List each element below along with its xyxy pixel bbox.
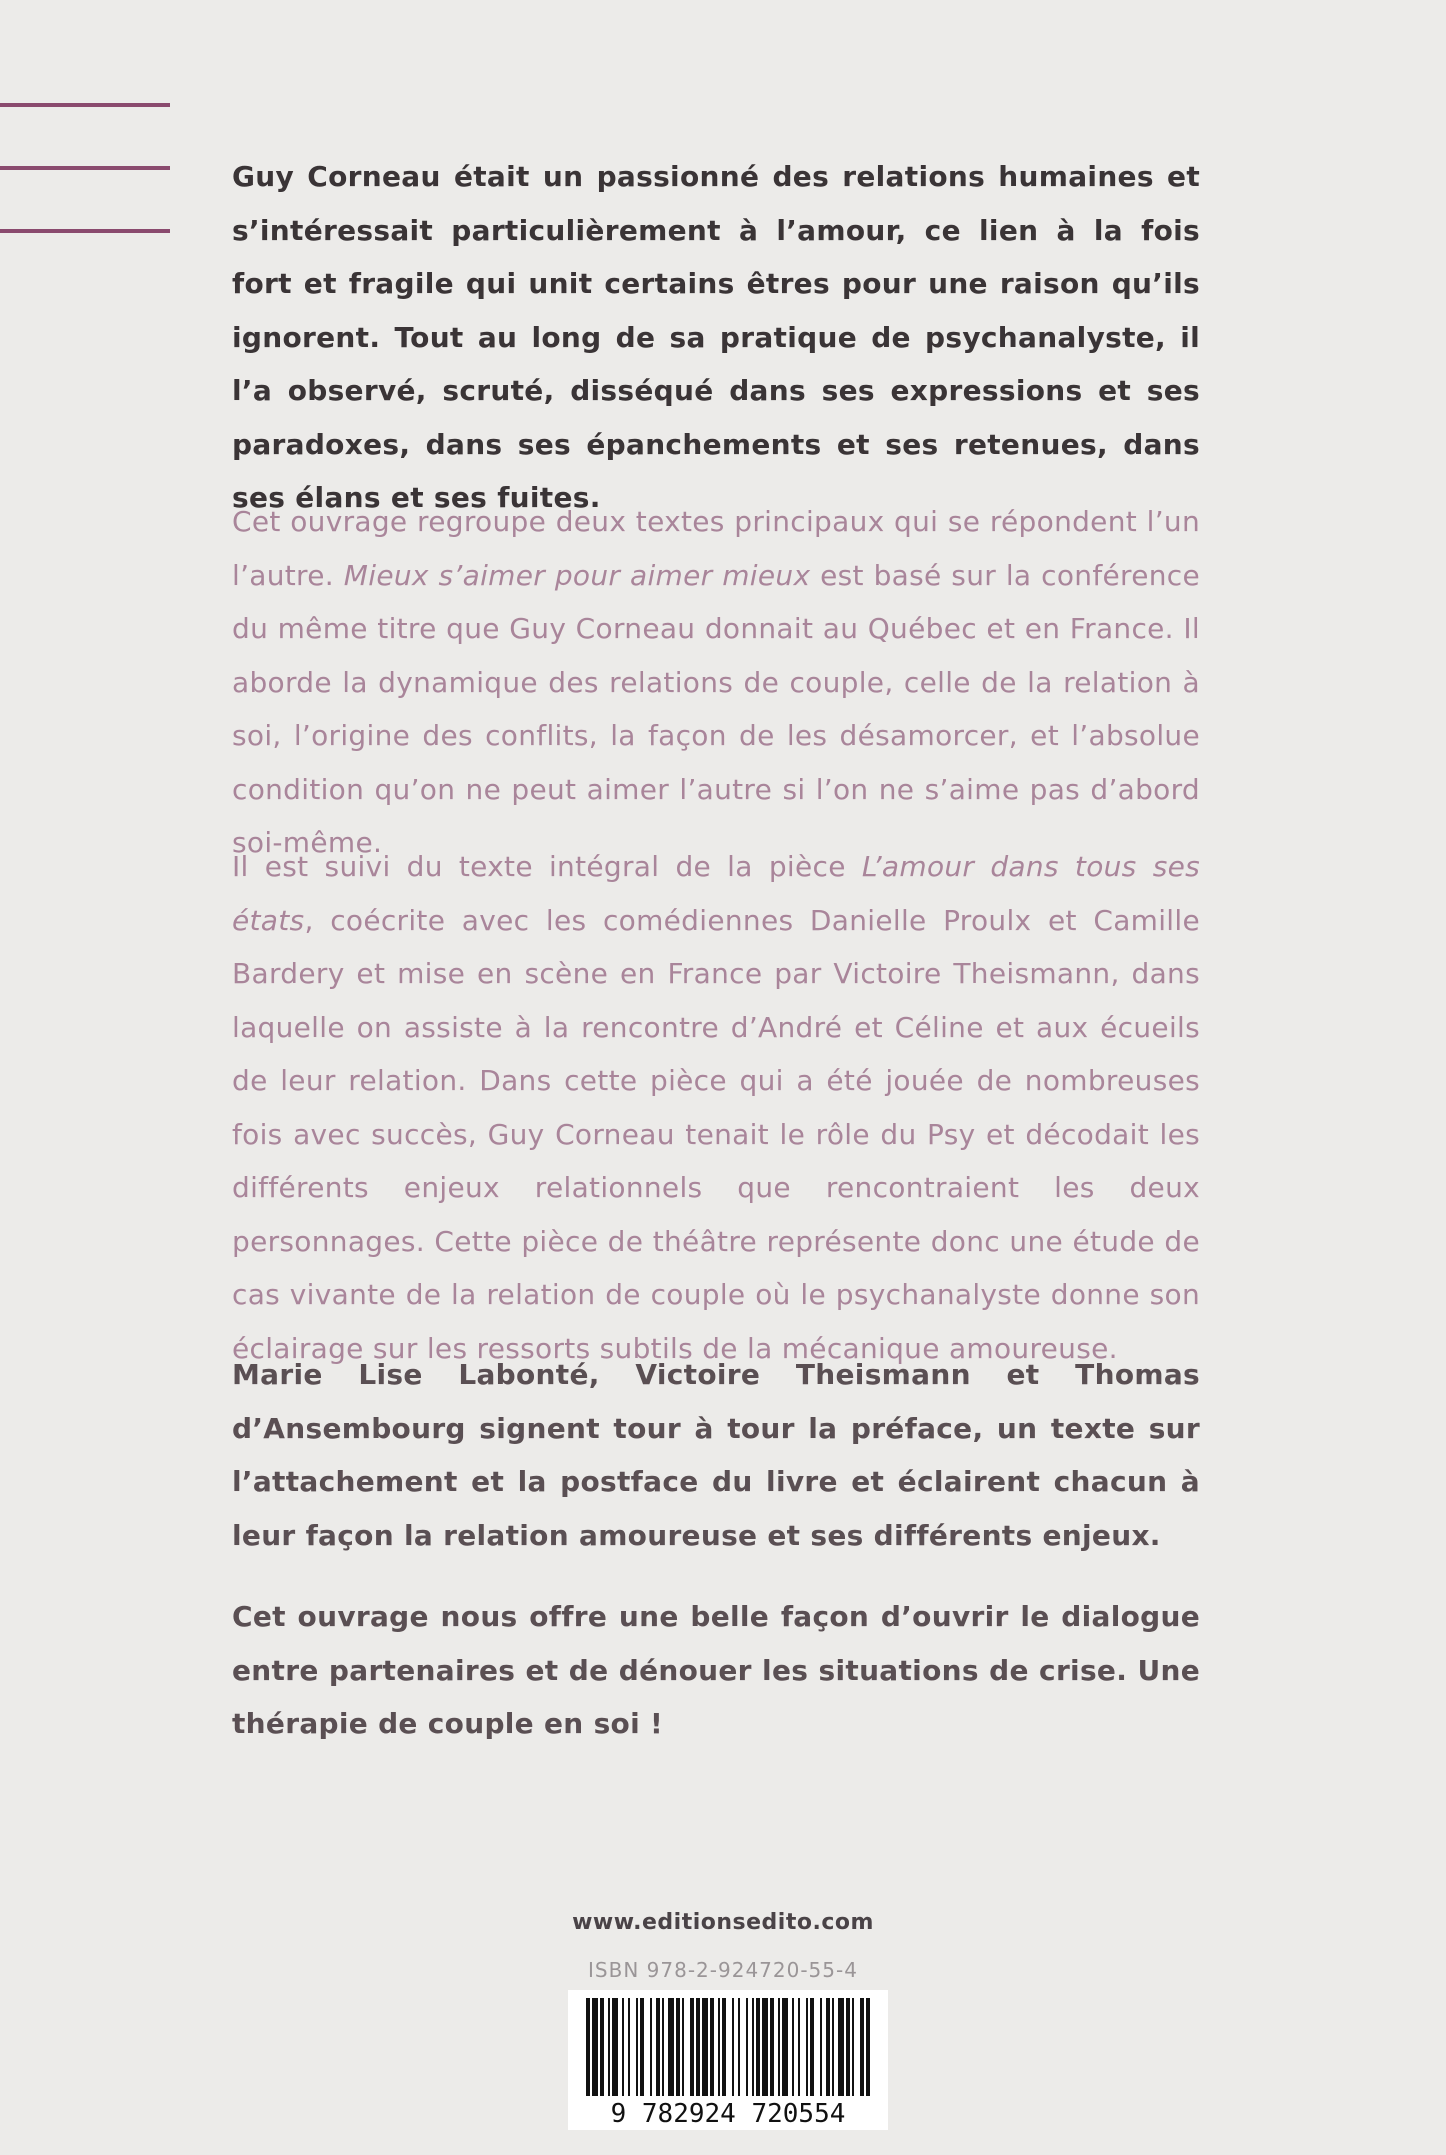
- barcode-bar: [778, 1998, 780, 2096]
- barcode-bar: [792, 1998, 794, 2096]
- barcode-digits: 9 782924 720554: [610, 2099, 846, 2129]
- decorative-rule-middle: [0, 166, 170, 170]
- closing-paragraph: Cet ouvrage nous offre une belle façon d’ouvrir le dialogue entre partenaires et de dénouer les situations de crise. Une thérapie de couple en soi !: [232, 1600, 1200, 1740]
- barcode-bar: [650, 1998, 652, 2096]
- isbn-number: ISBN 978-2-924720-55-4: [588, 1958, 858, 1982]
- barcode-bar: [636, 1998, 638, 2096]
- barcode-bar: [860, 1998, 864, 2096]
- barcode-bar: [746, 1998, 748, 2096]
- barcode-bar: [752, 1998, 754, 2096]
- barcode-bar: [826, 1998, 830, 2096]
- barcode-bar: [690, 1998, 694, 2096]
- barcode-bar: [696, 1998, 700, 2096]
- barcode-bar: [832, 1998, 834, 2096]
- barcode-bar: [846, 1998, 850, 2096]
- barcode-bar: [662, 1998, 664, 2096]
- play-paragraph: [232, 840, 1200, 1375]
- barcode-bar: [628, 1998, 630, 2096]
- barcode-bar: [710, 1998, 714, 2096]
- barcode-bar: [838, 1998, 844, 2096]
- barcode-bar: [770, 1998, 774, 2096]
- paragraph-text: , coécrite avec les comédiennes Danielle Proulx et Camille Bardery et mise en scène en France par Victoire Theismann, dans laquelle on assiste à la rencontre d’André et Céline et aux écueils de leur relation. Dans cette pièce qui a été jouée de nombreuses fois avec succès, Guy Corneau tenait le rôle du Psy et décodait les différents enjeux relationnels que rencontraient les deux personnages. Cette pièce de théâtre représente donc une étude de cas vivante de la relation de couple où le psychanalyste donne son éclairage sur les ressorts subtils de la mécanique amoureuse.: [232, 903, 1200, 1365]
- paragraph-text: Il est suivi du texte intégral de la pièce: [232, 850, 846, 883]
- barcode-bar: [676, 1998, 680, 2096]
- barcode-bar: [866, 1998, 870, 2096]
- barcode-bar: [586, 1998, 590, 2096]
- barcode-bar: [810, 1998, 814, 2096]
- contributors-paragraph: Marie Lise Labonté, Victoire Theismann et Thomas d’Ansembourg signent tour à tour la préface, un texte sur l’attachement et la postface du livre et éclairent chacun à leur façon la relation amoureuse et ses différents enjeux.: [232, 1358, 1200, 1552]
- barcode-bar: [732, 1998, 734, 2096]
- barcode-bar: [806, 1998, 808, 2096]
- paragraph-text: Cet ouvrage regroupe deux textes principaux qui se répondent l’un l’autre.: [232, 505, 1200, 592]
- barcode-bar: [608, 1998, 610, 2096]
- barcode-bar: [640, 1998, 644, 2096]
- barcode-bar: [612, 1998, 618, 2096]
- barcode-bar: [656, 1998, 660, 2096]
- barcode-bar: [722, 1998, 726, 2096]
- barcode-bar: [820, 1998, 822, 2096]
- publisher-website: www.editionsedito.com: [572, 1910, 874, 1935]
- barcode-bar: [668, 1998, 674, 2096]
- intro-paragraph: Guy Corneau était un passionné des relations humaines et s’intéressait particulièrement à l’amour, ce lien à la fois fort et fragile qui unit certains êtres pour une raison qu’ils ignorent. Tout au long de sa pratique de psychanalyste, il l’a observé, scruté, disséqué dans ses expressions et ses paradoxes, dans ses épanchements et ses retenues, dans ses élans et ses fuites.: [232, 160, 1200, 514]
- play-title: L’amour dans tous ses états: [232, 850, 1200, 937]
- paragraph-text: est basé sur la conférence du même titre que Guy Corneau donnait au Québec et en France. Il aborde la dynamique des relations de couple, celle de la relation à soi, l’origine des conflits, la façon de les désamorcer, et l’absolue condition qu’on ne peut aimer l’autre si l’on ne s’aime pas d’abord soi-même.: [232, 558, 1200, 859]
- barcode-bar: [782, 1998, 788, 2096]
- barcode-bar: [682, 1998, 684, 2096]
- barcode-bar: [600, 1998, 604, 2096]
- decorative-rule-top: [0, 103, 170, 107]
- barcode: [568, 1990, 888, 2130]
- conference-paragraph: [232, 495, 1200, 870]
- barcode-bar: [798, 1998, 800, 2096]
- decorative-rule-bottom: [0, 229, 170, 233]
- barcode-bar: [852, 1998, 854, 2096]
- book-title: Mieux s’aimer pour aimer mieux: [343, 558, 811, 592]
- barcode-bar: [756, 1998, 760, 2096]
- barcode-bar: [718, 1998, 720, 2096]
- barcode-bar: [738, 1998, 740, 2096]
- barcode-bar: [762, 1998, 768, 2096]
- barcode-bar: [702, 1998, 708, 2096]
- barcode-bar: [592, 1998, 598, 2096]
- barcode-bar: [622, 1998, 624, 2096]
